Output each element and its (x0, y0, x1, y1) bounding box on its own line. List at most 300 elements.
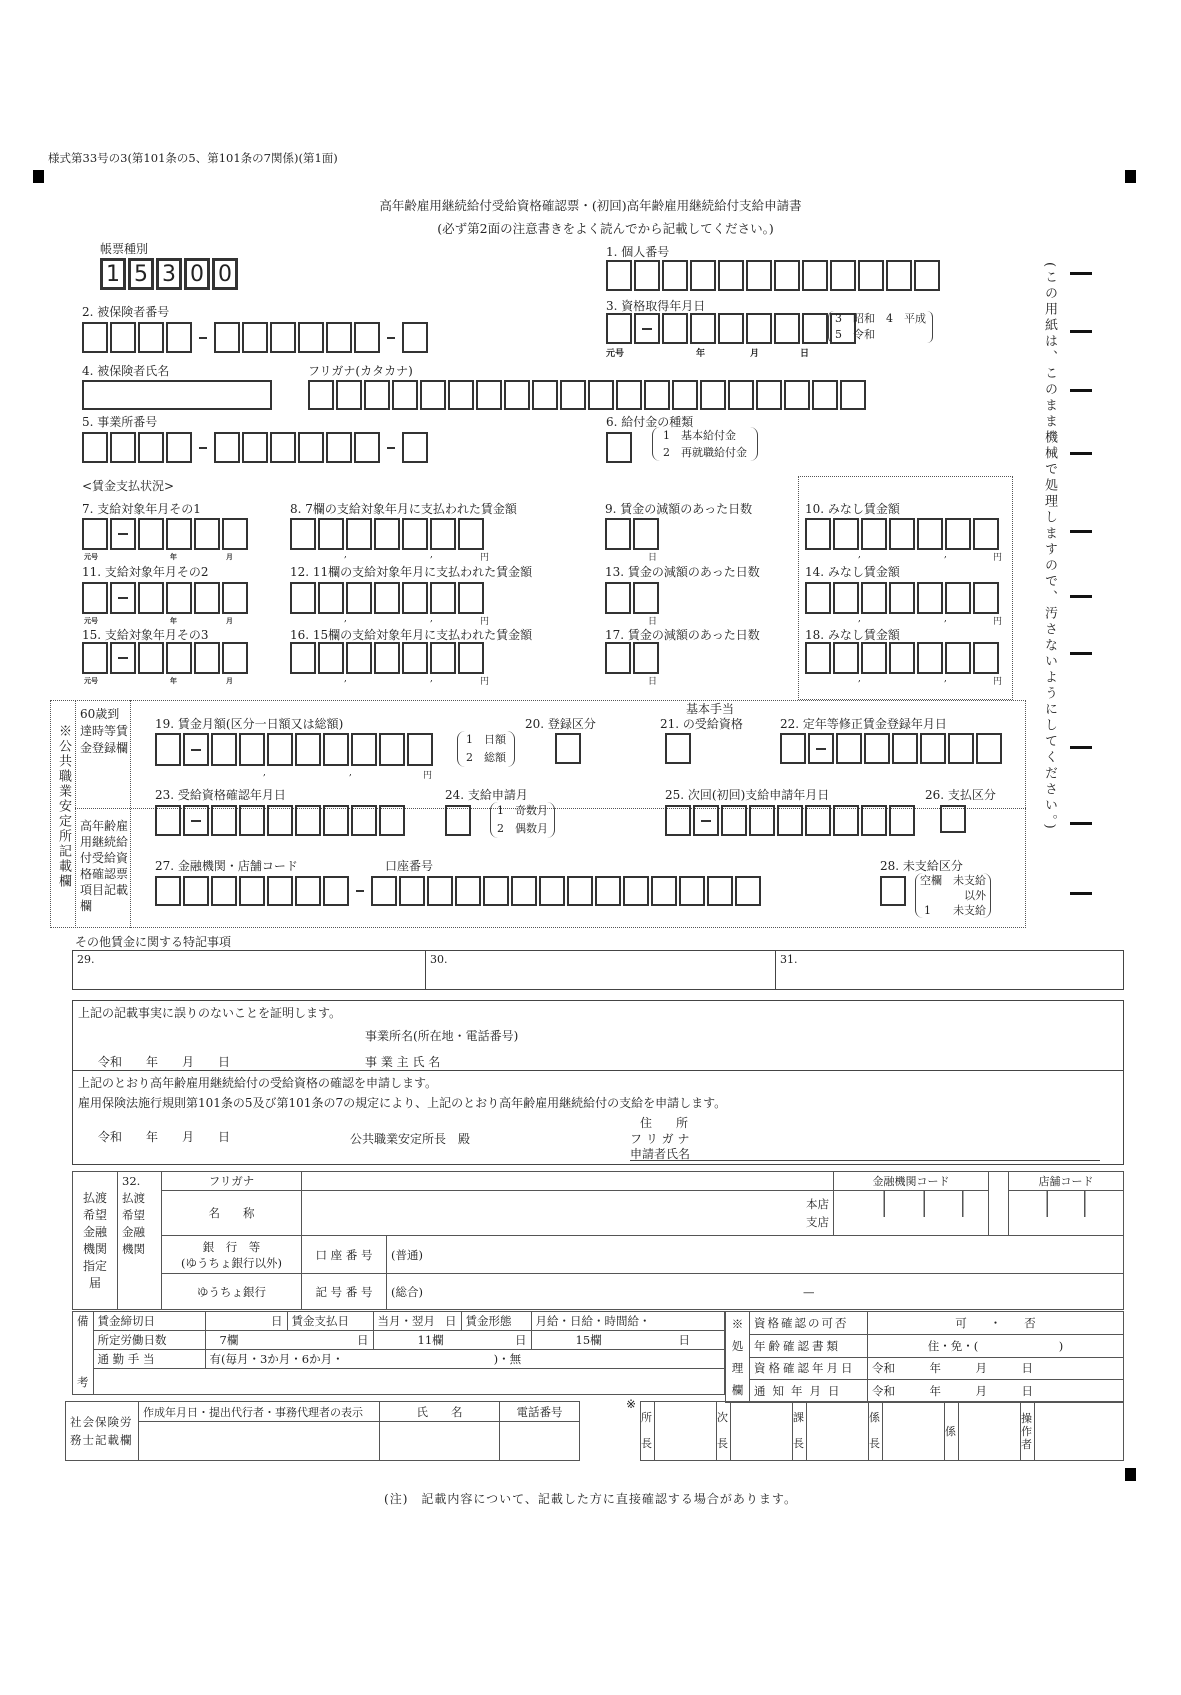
digit-box[interactable] (354, 322, 380, 353)
employer-name-label: 事 業 主 氏 名 (365, 1055, 441, 1069)
digit-box[interactable] (379, 733, 405, 766)
digit-box[interactable] (82, 518, 108, 550)
insured-number-input[interactable] (82, 322, 428, 353)
digit-box[interactable] (166, 518, 192, 550)
option: 2 総額 (466, 751, 506, 764)
digit-box[interactable] (214, 432, 240, 463)
digit-box[interactable] (392, 380, 418, 410)
digit-box[interactable] (364, 380, 390, 410)
digit-box[interactable] (295, 876, 321, 906)
digit-box[interactable] (323, 805, 349, 836)
wage-type-options (457, 731, 515, 767)
digit-box[interactable] (318, 518, 344, 550)
digit-box[interactable] (323, 733, 349, 766)
digit-box[interactable] (718, 313, 744, 344)
digit-box[interactable] (917, 642, 943, 674)
digit-box[interactable] (861, 582, 887, 614)
digit-box[interactable] (458, 518, 484, 550)
operator-stamp[interactable] (1035, 1402, 1124, 1461)
bank-code-input[interactable] (834, 1191, 989, 1236)
comma: , (344, 614, 347, 624)
digit-box[interactable] (945, 518, 971, 550)
digit-box[interactable] (242, 432, 268, 463)
digit-box[interactable] (166, 322, 192, 353)
digit-box[interactable] (346, 518, 372, 550)
digit-box[interactable] (802, 260, 828, 291)
digit-box[interactable] (606, 432, 632, 463)
digit-box[interactable] (973, 642, 999, 674)
digit-box[interactable] (840, 380, 866, 410)
digit-box[interactable] (861, 518, 887, 550)
digit-box[interactable] (318, 582, 344, 614)
office-number-input[interactable] (82, 432, 428, 463)
signature-line (630, 1160, 1100, 1161)
digit-box[interactable] (662, 313, 688, 344)
digit-box[interactable] (379, 805, 405, 836)
digit-box[interactable] (805, 582, 831, 614)
target-month-label: 11. 支給対象年月その2 (82, 565, 209, 579)
operator-label: 操作者 (1021, 1402, 1035, 1461)
digit-box[interactable] (880, 876, 906, 906)
digit-box[interactable] (270, 322, 296, 353)
month-label: 月 (750, 349, 760, 359)
digit-box[interactable] (690, 260, 716, 291)
digit-box[interactable] (166, 582, 192, 614)
digit-box[interactable] (973, 518, 999, 550)
field-29[interactable]: 29. (77, 953, 95, 966)
staff-label: 係 (945, 1402, 959, 1461)
item-number: 32. (122, 1174, 141, 1188)
digit-box[interactable] (976, 733, 1002, 764)
option: 以外 (964, 889, 986, 902)
reduced-days-label: 9. 賃金の減額のあった日数 (605, 502, 753, 516)
benefit-type-input[interactable] (606, 432, 632, 463)
digit-box[interactable] (295, 733, 321, 766)
digit-box[interactable] (138, 518, 164, 550)
digit-box[interactable] (606, 313, 632, 344)
digit-box[interactable] (560, 380, 586, 410)
wage-paid-input[interactable] (290, 582, 484, 614)
deemed-wage-input[interactable] (805, 642, 999, 674)
digit-box[interactable] (351, 805, 377, 836)
insured-number-label: 2. 被保険者番号 (82, 305, 170, 319)
wage-form-input[interactable]: 月給・日給・時間給・ (531, 1312, 725, 1331)
digit-box[interactable] (138, 642, 164, 674)
deemed-wage-input[interactable] (805, 582, 999, 614)
digit-box[interactable] (718, 260, 744, 291)
branch-code-header: 店舗コード (1009, 1172, 1124, 1191)
digit-box[interactable] (239, 733, 265, 766)
furigana-input[interactable] (308, 380, 866, 410)
corrected-wage-date-label: 22. 定年等修正賃金登録年月日 (780, 717, 947, 731)
day-label: 日 (800, 349, 810, 359)
digit-box[interactable] (920, 733, 946, 764)
digit-box[interactable] (211, 876, 237, 906)
digit-box[interactable] (532, 380, 558, 410)
workdays-11[interactable] (373, 1331, 531, 1350)
digit-box[interactable] (721, 805, 747, 836)
reduced-days-input[interactable] (605, 642, 659, 674)
digit-box[interactable] (914, 260, 940, 291)
account-number-label: 口座番号 (385, 859, 434, 873)
digit-box[interactable] (836, 733, 862, 764)
bank-name-input[interactable] (302, 1191, 834, 1236)
account-number-input[interactable]: (普通) (387, 1236, 1124, 1274)
digit-box[interactable] (354, 432, 380, 463)
digit-box[interactable] (323, 876, 349, 906)
digit-box[interactable] (651, 876, 677, 906)
eligibility-date-input[interactable] (155, 805, 405, 836)
cutoff-input[interactable]: 日 (205, 1312, 287, 1331)
digit-box[interactable] (326, 432, 352, 463)
digit-box[interactable] (298, 322, 324, 353)
col-label: 15欄 (575, 1333, 602, 1347)
digit-box[interactable] (82, 582, 108, 614)
bank-furigana-input[interactable] (302, 1172, 834, 1191)
digit-box[interactable] (183, 876, 209, 906)
reduced-days-input[interactable] (605, 518, 659, 550)
personal-number-input[interactable] (606, 260, 940, 291)
era-label: 元号 (606, 349, 625, 359)
symbol-number-input[interactable] (387, 1274, 1124, 1310)
next-application-date-input[interactable] (665, 805, 915, 836)
digit-box[interactable] (623, 876, 649, 906)
workdays-7[interactable] (205, 1331, 373, 1350)
digit-box[interactable] (780, 733, 806, 764)
digit-box[interactable] (805, 518, 831, 550)
digit-box[interactable] (858, 260, 884, 291)
dash-box (808, 733, 834, 764)
option: 1 日額 (466, 733, 506, 746)
digit-box[interactable] (290, 518, 316, 550)
era-options (828, 311, 933, 343)
benefit-type-options (652, 427, 758, 461)
payday-input[interactable] (373, 1312, 461, 1331)
digit-box[interactable] (634, 260, 660, 291)
digit-box[interactable] (82, 322, 108, 353)
digit-box[interactable] (567, 876, 593, 906)
digit-box[interactable] (812, 380, 838, 410)
digit-box[interactable] (805, 805, 831, 836)
remarks-input[interactable] (93, 1369, 725, 1395)
digit-box[interactable] (616, 380, 642, 410)
digit-box[interactable] (267, 876, 293, 906)
digit-box[interactable] (889, 582, 915, 614)
digit-box[interactable] (555, 733, 581, 764)
digit-box[interactable] (886, 260, 912, 291)
bank-designation-side-label (73, 1172, 118, 1310)
day-unit: 日 (678, 1333, 690, 1347)
digit-box[interactable] (138, 322, 164, 353)
digit-box[interactable] (402, 518, 428, 550)
era-option: 3 昭和 4 平成 (835, 312, 926, 325)
digit-box[interactable] (605, 518, 631, 550)
unpaid-type-input[interactable] (880, 876, 906, 906)
deputy-stamp[interactable] (731, 1402, 793, 1461)
reduced-days-input[interactable] (605, 582, 659, 614)
section-chief-stamp[interactable] (807, 1402, 869, 1461)
digit-box[interactable] (298, 432, 324, 463)
digit-box[interactable] (633, 518, 659, 550)
digit-box[interactable] (430, 582, 456, 614)
notice-date-label: 通知年月日 (750, 1380, 868, 1403)
digit-box[interactable] (833, 805, 859, 836)
dash-box (693, 805, 719, 836)
allowance-eligibility-label: 21. の受給資格 (660, 717, 743, 731)
digit-box[interactable] (346, 582, 372, 614)
digit-box[interactable] (138, 432, 164, 463)
digit-box[interactable] (371, 876, 397, 906)
digit-box[interactable] (407, 733, 433, 766)
digit-box[interactable] (166, 642, 192, 674)
name-input[interactable] (380, 1422, 500, 1461)
digit-box[interactable] (784, 380, 810, 410)
digit-box[interactable] (402, 322, 428, 353)
preparer-input[interactable] (139, 1422, 380, 1461)
digit-box[interactable] (455, 876, 481, 906)
digit-box[interactable] (427, 876, 453, 906)
digit-box[interactable] (864, 733, 890, 764)
eligibility-check-label: 資格確認の可否 (750, 1312, 868, 1335)
digit-box[interactable] (774, 260, 800, 291)
digit-box[interactable] (239, 805, 265, 836)
acquisition-date-input[interactable] (606, 313, 856, 344)
wage-paid-input[interactable] (290, 518, 484, 550)
digit-box[interactable] (458, 582, 484, 614)
digit-box[interactable] (504, 380, 530, 410)
bank-account-input[interactable] (155, 876, 761, 906)
processing-side-label: ※処理欄 (726, 1312, 750, 1403)
digit-box[interactable] (222, 642, 248, 674)
digit-box[interactable] (420, 380, 446, 410)
branch-office: 支店 (806, 1215, 829, 1229)
digit-box[interactable] (805, 642, 831, 674)
age-document-label: 年齢確認書類 (750, 1334, 868, 1357)
phone-input[interactable] (500, 1422, 580, 1461)
digit-box[interactable] (917, 582, 943, 614)
digit-box[interactable] (222, 582, 248, 614)
application-month-input[interactable] (445, 805, 471, 836)
staff-stamp[interactable] (959, 1402, 1021, 1461)
form-subtitle: (必ず第2面の注意書きをよく読んでから記載してください。) (437, 221, 774, 236)
option: 2 偶数月 (497, 822, 548, 835)
digit-box[interactable] (267, 733, 293, 766)
digit-box[interactable] (430, 642, 456, 674)
digit-box[interactable] (588, 380, 614, 410)
digit-box[interactable] (239, 876, 265, 906)
check-date-value[interactable]: 令和 年 月 日 (868, 1357, 1124, 1380)
digit-box[interactable] (672, 380, 698, 410)
digit-box[interactable] (728, 380, 754, 410)
digit-box[interactable] (633, 642, 659, 674)
digit-box[interactable] (242, 322, 268, 353)
bank-designation-table (72, 1171, 1124, 1310)
option: 1 奇数月 (497, 804, 548, 817)
digit-box[interactable] (110, 322, 136, 353)
era-label: 元号 (84, 676, 98, 685)
digit-box[interactable] (214, 322, 240, 353)
day-unit: 日 (515, 1333, 527, 1347)
target-month-input[interactable] (82, 642, 248, 674)
digit-box[interactable] (194, 582, 220, 614)
digit-box[interactable] (662, 260, 688, 291)
digit-box[interactable] (948, 733, 974, 764)
age-document-value[interactable]: 住・免・( ) (868, 1334, 1124, 1357)
digit-box[interactable] (700, 380, 726, 410)
digit-box[interactable] (430, 518, 456, 550)
digit-box[interactable] (374, 582, 400, 614)
digit-box[interactable] (82, 642, 108, 674)
digit-box[interactable] (351, 733, 377, 766)
digit-box[interactable] (290, 582, 316, 614)
digit-box[interactable] (295, 805, 321, 836)
basic-allowance-label: 基本手当 (686, 702, 735, 716)
digit-box[interactable] (774, 313, 800, 344)
field-30[interactable]: 30. (430, 953, 448, 966)
digit-box[interactable] (861, 805, 887, 836)
workdays-15[interactable] (531, 1331, 725, 1350)
month-label: 月 (226, 676, 233, 685)
digit-box[interactable] (211, 805, 237, 836)
payment-type-input[interactable] (940, 805, 966, 833)
digit-box[interactable] (194, 518, 220, 550)
digit-box[interactable] (267, 805, 293, 836)
eligibility-check-value[interactable]: 可 ・ 否 (868, 1312, 1124, 1335)
target-month-input[interactable] (82, 518, 248, 550)
subsection-chief-stamp[interactable] (883, 1402, 945, 1461)
branch-code-input[interactable] (1009, 1191, 1124, 1236)
corrected-wage-date-input[interactable] (780, 733, 1002, 764)
unpaid-type-options (915, 873, 991, 918)
digit-box[interactable] (402, 642, 428, 674)
digit-box[interactable] (290, 642, 316, 674)
digit-box[interactable] (138, 582, 164, 614)
digit-box[interactable] (889, 805, 915, 836)
form-type-code (100, 258, 238, 290)
digit-box[interactable] (861, 642, 887, 674)
wage-paid-label: 8. 7欄の支給対象年月に支払われた賃金額 (290, 502, 517, 516)
digit-box[interactable] (194, 642, 220, 674)
comma: , (858, 550, 861, 560)
digit-box[interactable] (458, 642, 484, 674)
notice-date-value[interactable]: 令和 年 月 日 (868, 1380, 1124, 1403)
digit-box[interactable] (746, 260, 772, 291)
digit-box[interactable] (940, 805, 966, 833)
digit-box[interactable] (155, 733, 181, 766)
commute-input[interactable] (205, 1350, 725, 1369)
digit-box[interactable] (374, 642, 400, 674)
bank-designation-text: 払渡希望金融機関指定届 (82, 1190, 107, 1290)
digit-box[interactable] (746, 313, 772, 344)
deemed-wage-input[interactable] (805, 518, 999, 550)
digit-box[interactable] (539, 876, 565, 906)
monthly-wage-input[interactable] (155, 733, 433, 766)
digit-box[interactable] (346, 642, 372, 674)
option: 1 未支給 (924, 904, 986, 917)
digit-box[interactable] (665, 805, 691, 836)
digit-box[interactable] (399, 876, 425, 906)
digit-box[interactable] (605, 642, 631, 674)
digit-box[interactable] (917, 518, 943, 550)
digit-box[interactable] (605, 582, 631, 614)
day-label: 日 (648, 553, 658, 563)
insured-name-input[interactable] (82, 380, 272, 410)
digit-box[interactable] (336, 380, 362, 410)
digit-box[interactable] (973, 582, 999, 614)
day-label: 日 (648, 677, 658, 687)
digit-box[interactable] (802, 313, 828, 344)
digit-box[interactable] (511, 876, 537, 906)
digit-box[interactable] (889, 518, 915, 550)
digit-box[interactable] (833, 518, 859, 550)
digit-box[interactable] (833, 642, 859, 674)
digit-box[interactable] (644, 380, 670, 410)
digit-box[interactable] (445, 805, 471, 836)
digit-box[interactable] (606, 260, 632, 291)
digit-box[interactable] (166, 432, 192, 463)
digit-box[interactable] (735, 876, 761, 906)
digit-box[interactable] (665, 733, 691, 764)
digit-box[interactable] (889, 642, 915, 674)
digit-box[interactable] (270, 432, 296, 463)
digit-box[interactable] (374, 518, 400, 550)
digit-box[interactable] (308, 380, 334, 410)
digit-box[interactable] (326, 322, 352, 353)
digit-box[interactable] (155, 805, 181, 836)
digit-box[interactable] (945, 642, 971, 674)
digit-box[interactable] (690, 313, 716, 344)
next-application-date-label: 25. 次回(初回)支給申請年月日 (665, 788, 830, 802)
digit-box[interactable] (707, 876, 733, 906)
director-stamp[interactable] (655, 1402, 717, 1461)
deemed-wage-label: 18. みなし賃金額 (805, 628, 900, 642)
digit: 0 (212, 258, 238, 290)
digit-box[interactable] (595, 876, 621, 906)
digit-box[interactable] (830, 260, 856, 291)
digit-box[interactable] (633, 582, 659, 614)
allowance-eligibility-input[interactable] (665, 733, 691, 764)
wage-form-label: 賃金形態 (461, 1312, 531, 1331)
digit: 1 (100, 258, 126, 290)
digit-box[interactable] (448, 380, 474, 410)
digit-box[interactable] (155, 876, 181, 906)
form-reference: 様式第33号の3(第101条の5、第101条の7関係)(第1面) (48, 151, 338, 165)
digit-box[interactable] (222, 518, 248, 550)
digit-box[interactable] (318, 642, 344, 674)
field-31[interactable]: 31. (780, 953, 798, 966)
digit-box[interactable] (402, 582, 428, 614)
digit-box[interactable] (402, 432, 428, 463)
col-label: 7欄 (219, 1333, 239, 1347)
digit-box[interactable] (483, 876, 509, 906)
digit-box[interactable] (892, 733, 918, 764)
digit-box[interactable] (756, 380, 782, 410)
wage-paid-input[interactable] (290, 642, 484, 674)
digit-box[interactable] (211, 733, 237, 766)
digit-box[interactable] (945, 582, 971, 614)
digit-box[interactable] (476, 380, 502, 410)
digit-box[interactable] (110, 432, 136, 463)
digit-box[interactable] (777, 805, 803, 836)
digit-box[interactable] (833, 582, 859, 614)
day-label: 日 (648, 617, 658, 627)
registration-type-input[interactable] (555, 733, 581, 764)
digit-box[interactable] (749, 805, 775, 836)
target-month-input[interactable] (82, 582, 248, 614)
digit-box[interactable] (82, 432, 108, 463)
digit-box[interactable] (679, 876, 705, 906)
benefit-type-label: 6. 給付金の種類 (606, 415, 694, 429)
